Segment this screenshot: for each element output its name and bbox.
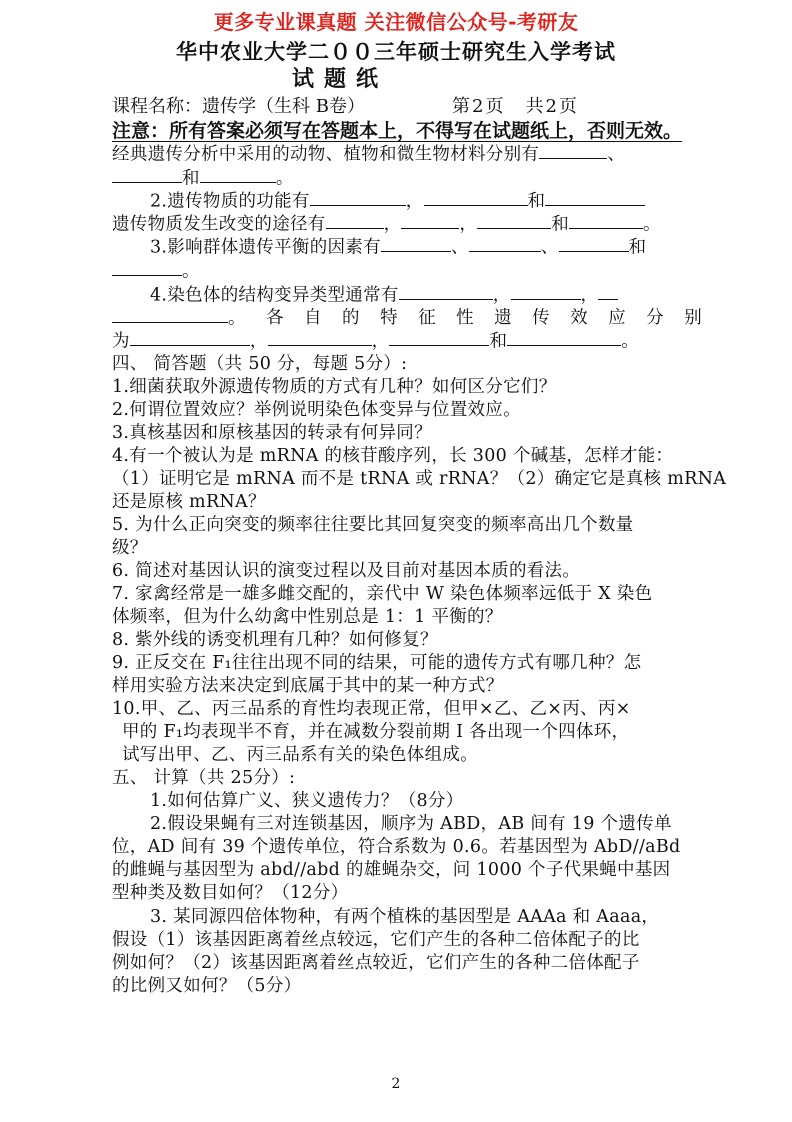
s4-q9-line2: 样用实验方法来决定到底属于其中的某一种方式？ xyxy=(112,676,504,696)
s4-q7-line1: 7. 家禽经常是一雄多雌交配的，亲代中 W 染色体频率远低于 X 染色 xyxy=(112,584,653,604)
section4-title: 四、 简答题（共 50 分，每题 5分）: xyxy=(112,354,408,374)
s4-q3: 3.真核基因和原核基因的转录有何异同？ xyxy=(112,423,432,443)
s5-q2-line3: 的雌蝇与基因型为 abd//abd 的雄蝇杂交，问 1000 个子代果蝇中基因 xyxy=(112,860,671,880)
answer-blank xyxy=(469,233,541,252)
blank-q4-line2: 。 各 自 的 特 征 性 遗 传 效 应 分 别 xyxy=(112,304,702,329)
blank-q4-line1: 4.染色体的结构变异类型通常有 ， ， xyxy=(150,281,618,306)
blank-q1-line1: 经典遗传分析中采用的动物、植物和微生物材料分别有 、 xyxy=(112,140,625,165)
answer-blank xyxy=(130,327,250,346)
answer-blank xyxy=(598,281,618,300)
s5-q2-line4: 型种类及数目如何？（12分） xyxy=(112,883,349,903)
s4-q4-line2: （1）证明它是 mRNA 而不是 tRNA 或 rRNA？（2）确定它是真核 mRNA xyxy=(112,469,727,489)
s4-q10-line3: 试写出甲、乙、丙三品系有关的染色体组成。 xyxy=(122,745,478,765)
s5-q3-line3: 例如何？（2）该基因距离着丝点较近，它们产生的各种二倍体配子 xyxy=(112,953,640,973)
s4-q7-line2: 体频率，但为什么幼禽中性别总是 1：1 平衡的？ xyxy=(112,607,503,627)
answer-blank xyxy=(569,210,643,229)
answer-blank xyxy=(381,233,451,252)
course-name: 课程名称：遗传学（生科 B卷） xyxy=(112,96,365,117)
s5-q2-line1: 2.假设果蝇有三对连锁基因，顺序为 ABD，AB 间有 19 个遗传单 xyxy=(150,814,672,834)
paper-title: 试题纸 xyxy=(292,67,389,92)
answer-blank xyxy=(511,281,581,300)
s5-q3-line2: 假设（1）该基因距离着丝点较远，它们产生的各种二倍体配子的比 xyxy=(112,930,640,950)
answer-blank xyxy=(401,210,459,229)
blank-q4-line3: 为 ， ， 和 。 xyxy=(112,327,639,352)
blank-q2-line2: 遗传物质发生改变的途径有 ， ， 和 。 xyxy=(112,210,661,235)
s4-q5-line1: 5. 为什么正向突变的频率往往要比其回复突变的频率高出几个数量 xyxy=(112,515,634,535)
s4-q9-line1: 9. 正反交在 F₁往往出现不同的结果，可能的遗传方式有哪几种？怎 xyxy=(112,653,642,673)
s4-q2: 2.何谓位置效应？举例说明染色体变异与位置效应。 xyxy=(112,400,521,420)
section5-title: 五、 计算（共 25分）: xyxy=(112,768,296,788)
promo-banner: 更多专业课真题 关注微信公众号-考研友 xyxy=(213,10,579,34)
answer-blank xyxy=(112,164,182,183)
answer-blank xyxy=(399,281,493,300)
s5-q3-line1: 3. 某同源四倍体物种，有两个植株的基因型是 AAAa 和 Aaaa， xyxy=(150,907,660,927)
answer-blank xyxy=(200,164,276,183)
s4-q8: 8. 紫外线的诱变机理有几种？如何修复？ xyxy=(112,630,438,650)
s4-q4-line1: 4.有一个被认为是 mRNA 的核苷酸序列，长 300 个碱基，怎样才能： xyxy=(112,446,674,466)
answer-blank xyxy=(389,327,489,346)
s4-q10-line2: 甲的 F₁均表现半不育，并在减数分裂前期 I 各出现一个四体环， xyxy=(122,722,630,742)
answer-blank xyxy=(424,187,528,206)
page-info: 第2页 共2页 xyxy=(452,96,579,117)
blank-q3-line2: 。 xyxy=(112,257,200,282)
s4-q4-line3: 还是原核 mRNA？ xyxy=(112,492,266,512)
answer-blank xyxy=(545,187,645,206)
answer-blank xyxy=(112,257,182,276)
blank-q2-line1: 2.遗传物质的功能有 ， 和 xyxy=(150,187,645,212)
answer-blank xyxy=(477,210,551,229)
answer-blank xyxy=(326,210,384,229)
blank-q3-line1: 3.影响群体遗传平衡的因素有 、 、 和 xyxy=(150,233,646,258)
s5-q2-line2: 位，AD 间有 39 个遗传单位，符合系数为 0.6。若基因型为 AbD//aBd xyxy=(112,837,681,857)
s4-q5-line2: 级？ xyxy=(112,538,148,558)
s4-q10-line1: 10.甲、乙、丙三品系的育性均表现正常，但甲×乙、乙×丙、丙× xyxy=(112,699,631,719)
s4-q1: 1.细菌获取外源遗传物质的方式有几种？如何区分它们？ xyxy=(112,377,557,397)
answer-blank xyxy=(507,327,621,346)
s5-q3-line4: 的比例又如何？（5分） xyxy=(112,976,302,996)
answer-blank xyxy=(310,187,406,206)
university-title: 华中农业大学二００三年硕士研究生入学考试 xyxy=(176,40,616,64)
page-number: 2 xyxy=(391,1076,401,1092)
notice: 注意：所有答案必须写在答题本上，不得写在试题纸上，否则无效。 xyxy=(112,120,683,142)
answer-blank xyxy=(559,233,629,252)
answer-blank xyxy=(112,304,228,323)
answer-blank xyxy=(268,327,372,346)
answer-blank xyxy=(539,140,607,159)
s5-q1: 1.如何估算广义、狭义遗传力？（8分） xyxy=(150,791,464,811)
blank-q1-line2: 和 。 xyxy=(112,164,294,189)
s4-q6: 6. 简述对基因认识的演变过程以及目前对基因本质的看法。 xyxy=(112,561,581,581)
